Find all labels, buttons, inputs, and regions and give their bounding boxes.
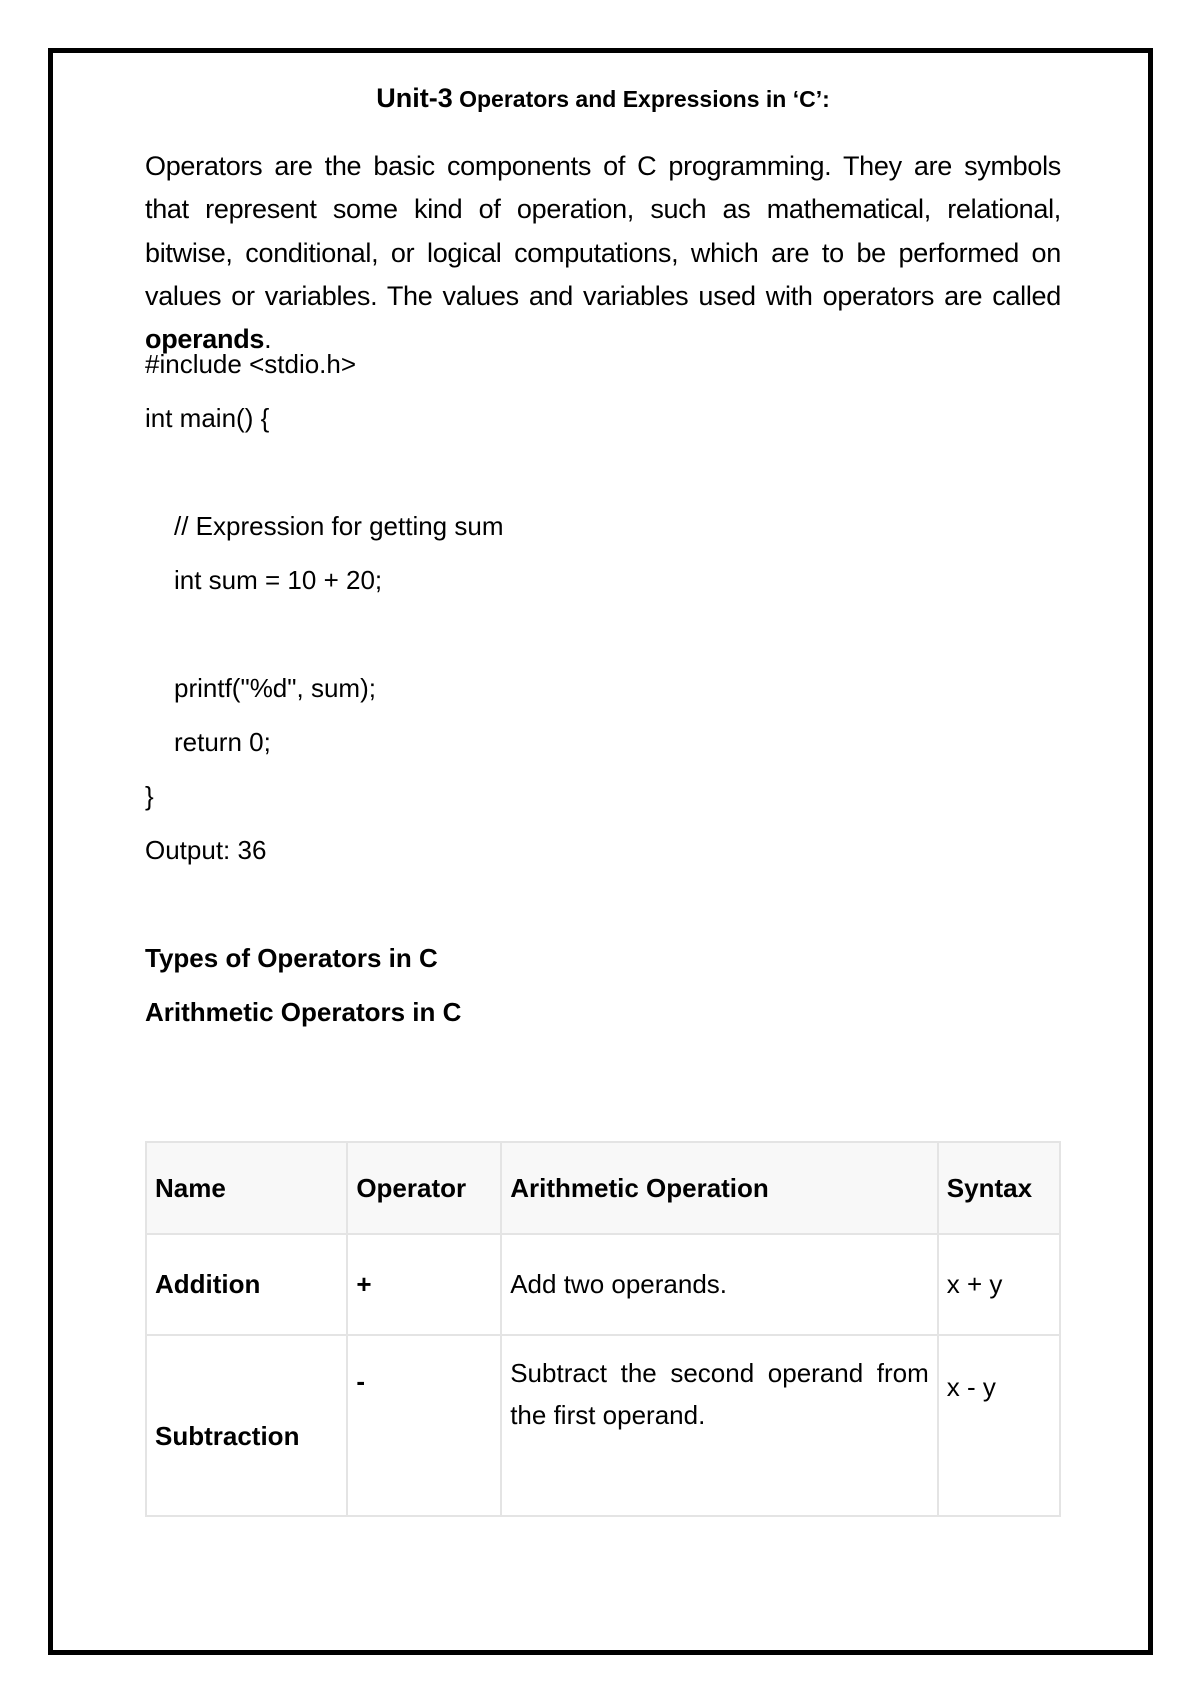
- header-operator: Operator: [347, 1142, 501, 1234]
- intro-bold-term: operands: [145, 324, 265, 355]
- header-operation: Arithmetic Operation: [501, 1142, 938, 1234]
- cell-syntax: x + y: [938, 1234, 1060, 1335]
- header-syntax: Syntax: [938, 1142, 1060, 1234]
- output-line: Output: 36: [145, 835, 267, 865]
- intro-end: .: [264, 324, 272, 355]
- code-line-return: return 0;: [174, 727, 271, 757]
- title-text: Operators and Expressions in ‘C’:: [452, 86, 830, 112]
- code-line-printf: printf("%d", sum);: [174, 673, 376, 703]
- code-line-comment: // Expression for getting sum: [174, 511, 504, 541]
- cell-name: Subtraction: [146, 1335, 347, 1516]
- heading-arithmetic: Arithmetic Operators in C: [145, 997, 462, 1027]
- code-line-sum: int sum = 10 + 20;: [174, 565, 383, 595]
- table-header-row: [146, 1142, 1060, 1234]
- title-unit: Unit-3: [376, 83, 453, 113]
- cell-operator: -: [347, 1335, 501, 1516]
- heading-types: Types of Operators in C: [145, 943, 438, 973]
- intro-text: Operators are the basic components of C programming. They are symbols that represent some kind of operation, such as mathematical, relational, bitwise, conditional, or logical computations, which are to be performed on values or variables. The values and variables used with operators are called: [145, 151, 1061, 311]
- cell-syntax: x - y: [938, 1335, 1060, 1516]
- cell-name: Addition: [146, 1234, 347, 1335]
- cell-operation: Add two operands.: [501, 1234, 938, 1335]
- code-line-include: #include <stdio.h>: [145, 349, 357, 379]
- code-line-close: }: [145, 781, 154, 811]
- page-title: [145, 78, 1061, 119]
- header-name: Name: [146, 1142, 347, 1234]
- table-row: [146, 1234, 1060, 1335]
- cell-operator: +: [347, 1234, 501, 1335]
- intro-paragraph: [145, 145, 1061, 361]
- arithmetic-operators-table: [145, 1141, 1061, 1517]
- cell-operation: Subtract the second operand from the first operand.: [501, 1335, 938, 1516]
- code-line-main: int main() {: [145, 403, 270, 433]
- table-row: [146, 1335, 1060, 1516]
